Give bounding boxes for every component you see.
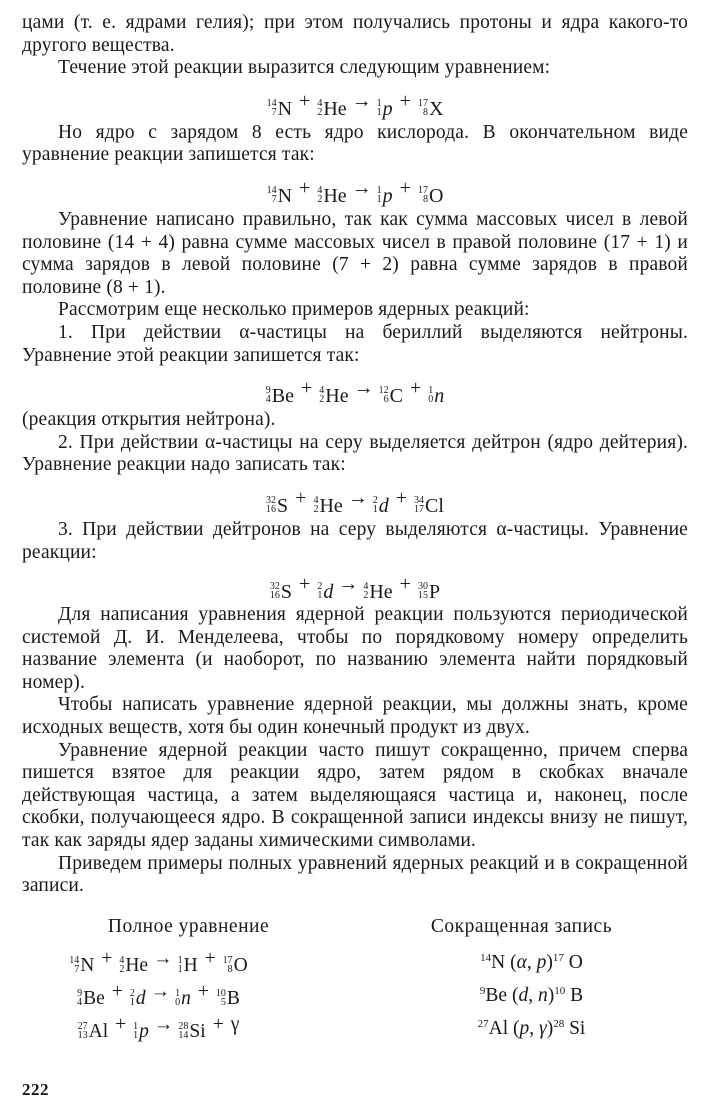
- nuclide-symbol: Al: [88, 1021, 109, 1043]
- charge-number: 1: [129, 996, 135, 1008]
- nuclide-indices: [69, 956, 79, 974]
- mass-number: 17: [417, 184, 428, 196]
- plus-sign: +: [399, 573, 411, 596]
- paragraph: Но ядро с зарядом 8 есть ядро кислорода. В окончательном виде уравнение реакции запишется так:: [22, 121, 688, 166]
- mass-number: 2: [372, 494, 378, 506]
- charge-number: 2: [317, 193, 323, 205]
- equation: [22, 566, 688, 602]
- plus-sign: +: [395, 486, 408, 509]
- nuclide-symbol: He: [319, 494, 343, 517]
- charge-number: 8: [422, 106, 428, 118]
- mass-number: 17: [417, 97, 428, 109]
- emitted-particle: n: [537, 984, 548, 1006]
- nuclide-indices: [216, 989, 226, 1007]
- charge-number: 6: [383, 394, 389, 406]
- separator: ,: [528, 984, 538, 1006]
- plus-sign: +: [115, 1013, 127, 1035]
- arrow-sign: →: [150, 980, 171, 1002]
- nuclide-indices: [133, 1022, 138, 1040]
- arrow-sign: →: [351, 176, 372, 199]
- plus-sign: +: [299, 89, 311, 112]
- table-header-short: Сокращенная запись: [430, 915, 613, 937]
- mass-number: 10: [554, 984, 566, 997]
- mass-number: 10: [215, 987, 226, 999]
- mass-number: 30: [417, 581, 428, 593]
- nuclide-indices: [77, 989, 82, 1007]
- nuclide-indices: [270, 582, 280, 600]
- incident-particle: p: [519, 1017, 530, 1039]
- mass-number: 1: [428, 385, 434, 397]
- equation: [22, 169, 688, 207]
- charge-number: 16: [269, 590, 280, 602]
- emitted-particle: γ: [539, 1017, 547, 1039]
- nuclide-symbol: Si: [189, 1021, 206, 1043]
- nuclide: [319, 377, 348, 415]
- nuclide-indices: [418, 582, 428, 600]
- charge-number: 2: [317, 106, 323, 118]
- nuclide-symbol: He: [323, 184, 347, 207]
- nuclide-symbol: O: [233, 955, 248, 977]
- separator: ,: [529, 1017, 540, 1039]
- nuclide-indices: [175, 989, 180, 1007]
- arrow-sign: →: [153, 1013, 174, 1035]
- mass-number: 9: [265, 385, 271, 397]
- mass-number: 1: [376, 184, 382, 196]
- plus-sign: +: [197, 980, 209, 1002]
- equation: [22, 82, 688, 120]
- plus-sign: +: [204, 947, 216, 969]
- charge-number: 2: [319, 394, 325, 406]
- nuclide-symbol: O: [428, 184, 444, 207]
- nuclide-symbol: p: [382, 184, 393, 207]
- mass-number: 9: [479, 984, 486, 997]
- charge-number: 2: [119, 963, 125, 975]
- paren: ): [547, 984, 555, 1006]
- nuclide-indices: [414, 496, 424, 514]
- charge-number: 5: [220, 996, 226, 1008]
- arrow-sign: →: [353, 377, 374, 400]
- nuclide-symbol: O: [563, 951, 583, 973]
- charge-number: 14: [178, 1029, 189, 1041]
- nuclide-indices: [319, 386, 324, 404]
- mass-number: 4: [317, 97, 323, 109]
- mass-number: 32: [266, 494, 277, 506]
- mass-number: 34: [414, 494, 425, 506]
- nuclide-symbol: p: [139, 1021, 149, 1043]
- nuclide-indices: [418, 99, 428, 117]
- nuclide-indices: [377, 99, 382, 117]
- charge-number: 2: [363, 590, 369, 602]
- charge-number: 0: [175, 996, 181, 1008]
- nuclide-symbol: Al (: [488, 1017, 520, 1039]
- short-equation: [355, 975, 688, 1008]
- paragraph: Уравнение ядерной реакции часто пишут сокращенно, причем сперва пишется взятое для реакции ядро, затем рядом в скобках вначале действующая частица, а затем выделяющаяся частица и, наконец, после скобки, получающееся ядро. В сокращенной записи индексы внизу не пишут, так как заряды ядер заданы химическими символами.: [22, 739, 688, 852]
- arrow-sign: →: [153, 947, 173, 969]
- nuclide-indices: [418, 186, 428, 204]
- charge-number: 8: [422, 193, 428, 205]
- charge-number: 16: [266, 503, 277, 515]
- mass-number: 4: [119, 954, 125, 966]
- arrow-sign: →: [347, 486, 368, 509]
- charge-number: 1: [177, 963, 183, 975]
- separator: ,: [526, 951, 537, 973]
- charge-number: 1: [376, 193, 382, 205]
- nuclide-symbol: He: [323, 97, 347, 120]
- paragraph: 2. При действии α-частицы на серу выделяется дейтрон (ядро дейтерия). Уравнение реакции надо записать так:: [22, 431, 688, 476]
- nuclide-indices: [317, 582, 322, 600]
- mass-number: 1: [376, 97, 382, 109]
- plus-sign: +: [409, 377, 422, 400]
- mass-number: 32: [269, 581, 280, 593]
- mass-number: 14: [266, 184, 277, 196]
- mass-number: 4: [317, 184, 323, 196]
- nuclide-symbol: N: [277, 184, 293, 207]
- nuclide-indices: [363, 582, 368, 600]
- charge-number: 13: [77, 1029, 88, 1041]
- charge-number: 2: [313, 503, 319, 515]
- arrow-sign: →: [338, 573, 359, 596]
- nuclide-symbol: Be: [83, 988, 105, 1010]
- nuclide: [231, 1008, 240, 1041]
- mass-number: 12: [378, 385, 389, 397]
- paragraph: Течение этой реакции выразится следующим уравнением:: [58, 57, 551, 79]
- paren: ): [546, 951, 553, 973]
- full-equation: [22, 975, 355, 1008]
- nuclide-indices: [317, 186, 322, 204]
- nuclide-symbol: He: [125, 955, 149, 977]
- nuclide-symbol: d: [323, 581, 334, 604]
- nuclide: [379, 377, 403, 415]
- nuclide-indices: [266, 386, 271, 404]
- plus-sign: +: [212, 1013, 224, 1035]
- plus-sign: +: [399, 89, 411, 112]
- mass-number: 4: [313, 494, 319, 506]
- nuclide-symbol: N: [277, 97, 293, 120]
- charge-number: 17: [414, 503, 425, 515]
- mass-number: 28: [178, 1020, 189, 1032]
- nuclide-indices: [178, 1022, 188, 1040]
- plus-sign: +: [101, 947, 113, 969]
- paragraph: Для написания уравнения ядерной реакции пользуются периодической системой Д. И. Менделеева, чтобы по порядковому номеру определить название элемента (и наоборот, по названию элемента найти порядковый номер).: [22, 604, 688, 693]
- nuclide-symbol: n: [434, 385, 445, 408]
- paragraph: 3. При действии дейтронов на серу выделяются α-частицы. Уравнение реакции:: [22, 518, 688, 563]
- nuclide-symbol: B: [565, 984, 584, 1006]
- mass-number: 27: [77, 1020, 88, 1032]
- charge-number: 1: [372, 503, 378, 515]
- nuclide-indices: [377, 186, 382, 204]
- mass-number: 4: [319, 385, 325, 397]
- charge-number: 0: [428, 394, 434, 406]
- short-equation: [355, 1008, 688, 1041]
- nuclide: [133, 1015, 149, 1048]
- nuclide-indices: [313, 496, 318, 514]
- nuclide-symbol: He: [369, 581, 393, 604]
- paragraph: Чтобы написать уравнение ядерной реакции, мы должны знать, кроме исходных веществ, хотя бы один конечный продукт из двух.: [22, 694, 688, 739]
- arrow-sign: →: [351, 89, 372, 112]
- nuclide-symbol: S: [277, 494, 289, 517]
- full-equation: [22, 942, 355, 975]
- mass-number: 2: [317, 581, 323, 593]
- nuclide-indices: [178, 956, 183, 974]
- equation: [22, 479, 688, 517]
- nuclide: [78, 1015, 109, 1048]
- nuclide-symbol: Cl: [425, 494, 444, 517]
- incident-particle: d: [518, 984, 529, 1006]
- plus-sign: +: [299, 176, 311, 199]
- nuclide-indices: [130, 989, 135, 1007]
- nuclide-symbol: Si: [564, 1017, 586, 1039]
- nuclide-indices: [223, 956, 233, 974]
- mass-number: 1: [175, 987, 181, 999]
- nuclide-symbol: n: [181, 988, 191, 1010]
- nuclide-symbol: H: [183, 955, 198, 977]
- nuclide-indices: [267, 99, 277, 117]
- nuclide-indices: [428, 386, 433, 404]
- nuclide-indices: [266, 496, 276, 514]
- plus-sign: +: [299, 573, 311, 596]
- nuclide-symbol: γ: [230, 1013, 240, 1035]
- charge-number: 7: [74, 963, 80, 975]
- charge-number: 7: [271, 106, 277, 118]
- full-equation: [22, 1008, 355, 1041]
- nuclide-symbol: N: [80, 955, 95, 977]
- charge-number: 15: [417, 590, 428, 602]
- nuclide-symbol: P: [428, 581, 441, 604]
- mass-number: 14: [266, 97, 277, 109]
- nuclide-symbol: Be (: [485, 984, 519, 1006]
- paragraph: (реакция открытия нейтрона).: [22, 409, 276, 431]
- charge-number: 8: [227, 963, 233, 975]
- nuclide: [178, 1015, 205, 1048]
- mass-number: 14: [480, 951, 492, 964]
- table-header-full: Полное уравнение: [107, 915, 270, 937]
- page-number: 222: [22, 1080, 49, 1099]
- mass-number: 1: [177, 954, 183, 966]
- mass-number: 14: [69, 954, 80, 966]
- mass-number: 17: [552, 951, 564, 964]
- plus-sign: +: [300, 377, 313, 400]
- mass-number: 27: [477, 1017, 489, 1030]
- paragraph: Приведем примеры полных уравнений ядерных реакций и в сокращенной записи.: [22, 852, 688, 897]
- plus-sign: +: [399, 176, 411, 199]
- paragraph: цами (т. е. ядрами гелия); при этом получались протоны и ядра какого-то другого вещества.: [22, 12, 688, 56]
- paren: ): [546, 1017, 554, 1039]
- nuclide-symbol: Be: [271, 385, 294, 408]
- charge-number: 7: [271, 193, 277, 205]
- reactions-table: [22, 912, 688, 1041]
- nuclide-symbol: X: [428, 97, 444, 120]
- mass-number: 28: [553, 1017, 565, 1030]
- charge-number: 4: [265, 394, 271, 406]
- charge-number: 1: [376, 106, 382, 118]
- nuclide-symbol: N (: [491, 951, 517, 973]
- nuclide: [428, 377, 444, 415]
- charge-number: 1: [317, 590, 323, 602]
- nuclide-symbol: d: [135, 988, 146, 1010]
- nuclide-indices: [373, 496, 378, 514]
- nuclide-indices: [78, 1022, 88, 1040]
- book-page: [22, 12, 688, 1041]
- mass-number: 4: [363, 581, 369, 593]
- mass-number: 1: [133, 1020, 139, 1032]
- nuclide-symbol: S: [280, 581, 293, 604]
- nuclide-indices: [119, 956, 124, 974]
- mass-number: 2: [129, 987, 135, 999]
- emitted-particle: p: [536, 951, 547, 973]
- mass-number: 9: [77, 987, 83, 999]
- paragraph: Уравнение написано правильно, так как сумма массовых чисел в левой половине (14 + 4) равна сумме массовых чисел в правой половине (17 + 1) и сумма зарядов в левой половине (7 + 2) равна сумме зарядов в правой половине (8 + 1).: [22, 208, 688, 298]
- nuclide-indices: [317, 99, 322, 117]
- nuclide-symbol: C: [389, 385, 403, 408]
- plus-sign: +: [111, 980, 123, 1002]
- nuclide-symbol: B: [226, 988, 240, 1010]
- paragraph: Рассмотрим еще несколько примеров ядерных реакций:: [58, 299, 530, 321]
- plus-sign: +: [295, 486, 307, 509]
- equation: [22, 369, 688, 407]
- incident-particle: α: [516, 951, 527, 973]
- mass-number: 17: [222, 954, 233, 966]
- nuclide-symbol: p: [382, 97, 393, 120]
- nuclide-indices: [379, 386, 389, 404]
- nuclide-symbol: He: [325, 385, 349, 408]
- nuclide-indices: [267, 186, 277, 204]
- charge-number: 4: [77, 996, 83, 1008]
- nuclide-symbol: d: [378, 494, 389, 517]
- short-equation: [355, 942, 688, 975]
- paragraph: 1. При действии α-частицы на бериллий выделяются нейтроны. Уравнение этой реакции запишется так:: [22, 321, 688, 366]
- charge-number: 1: [133, 1029, 139, 1041]
